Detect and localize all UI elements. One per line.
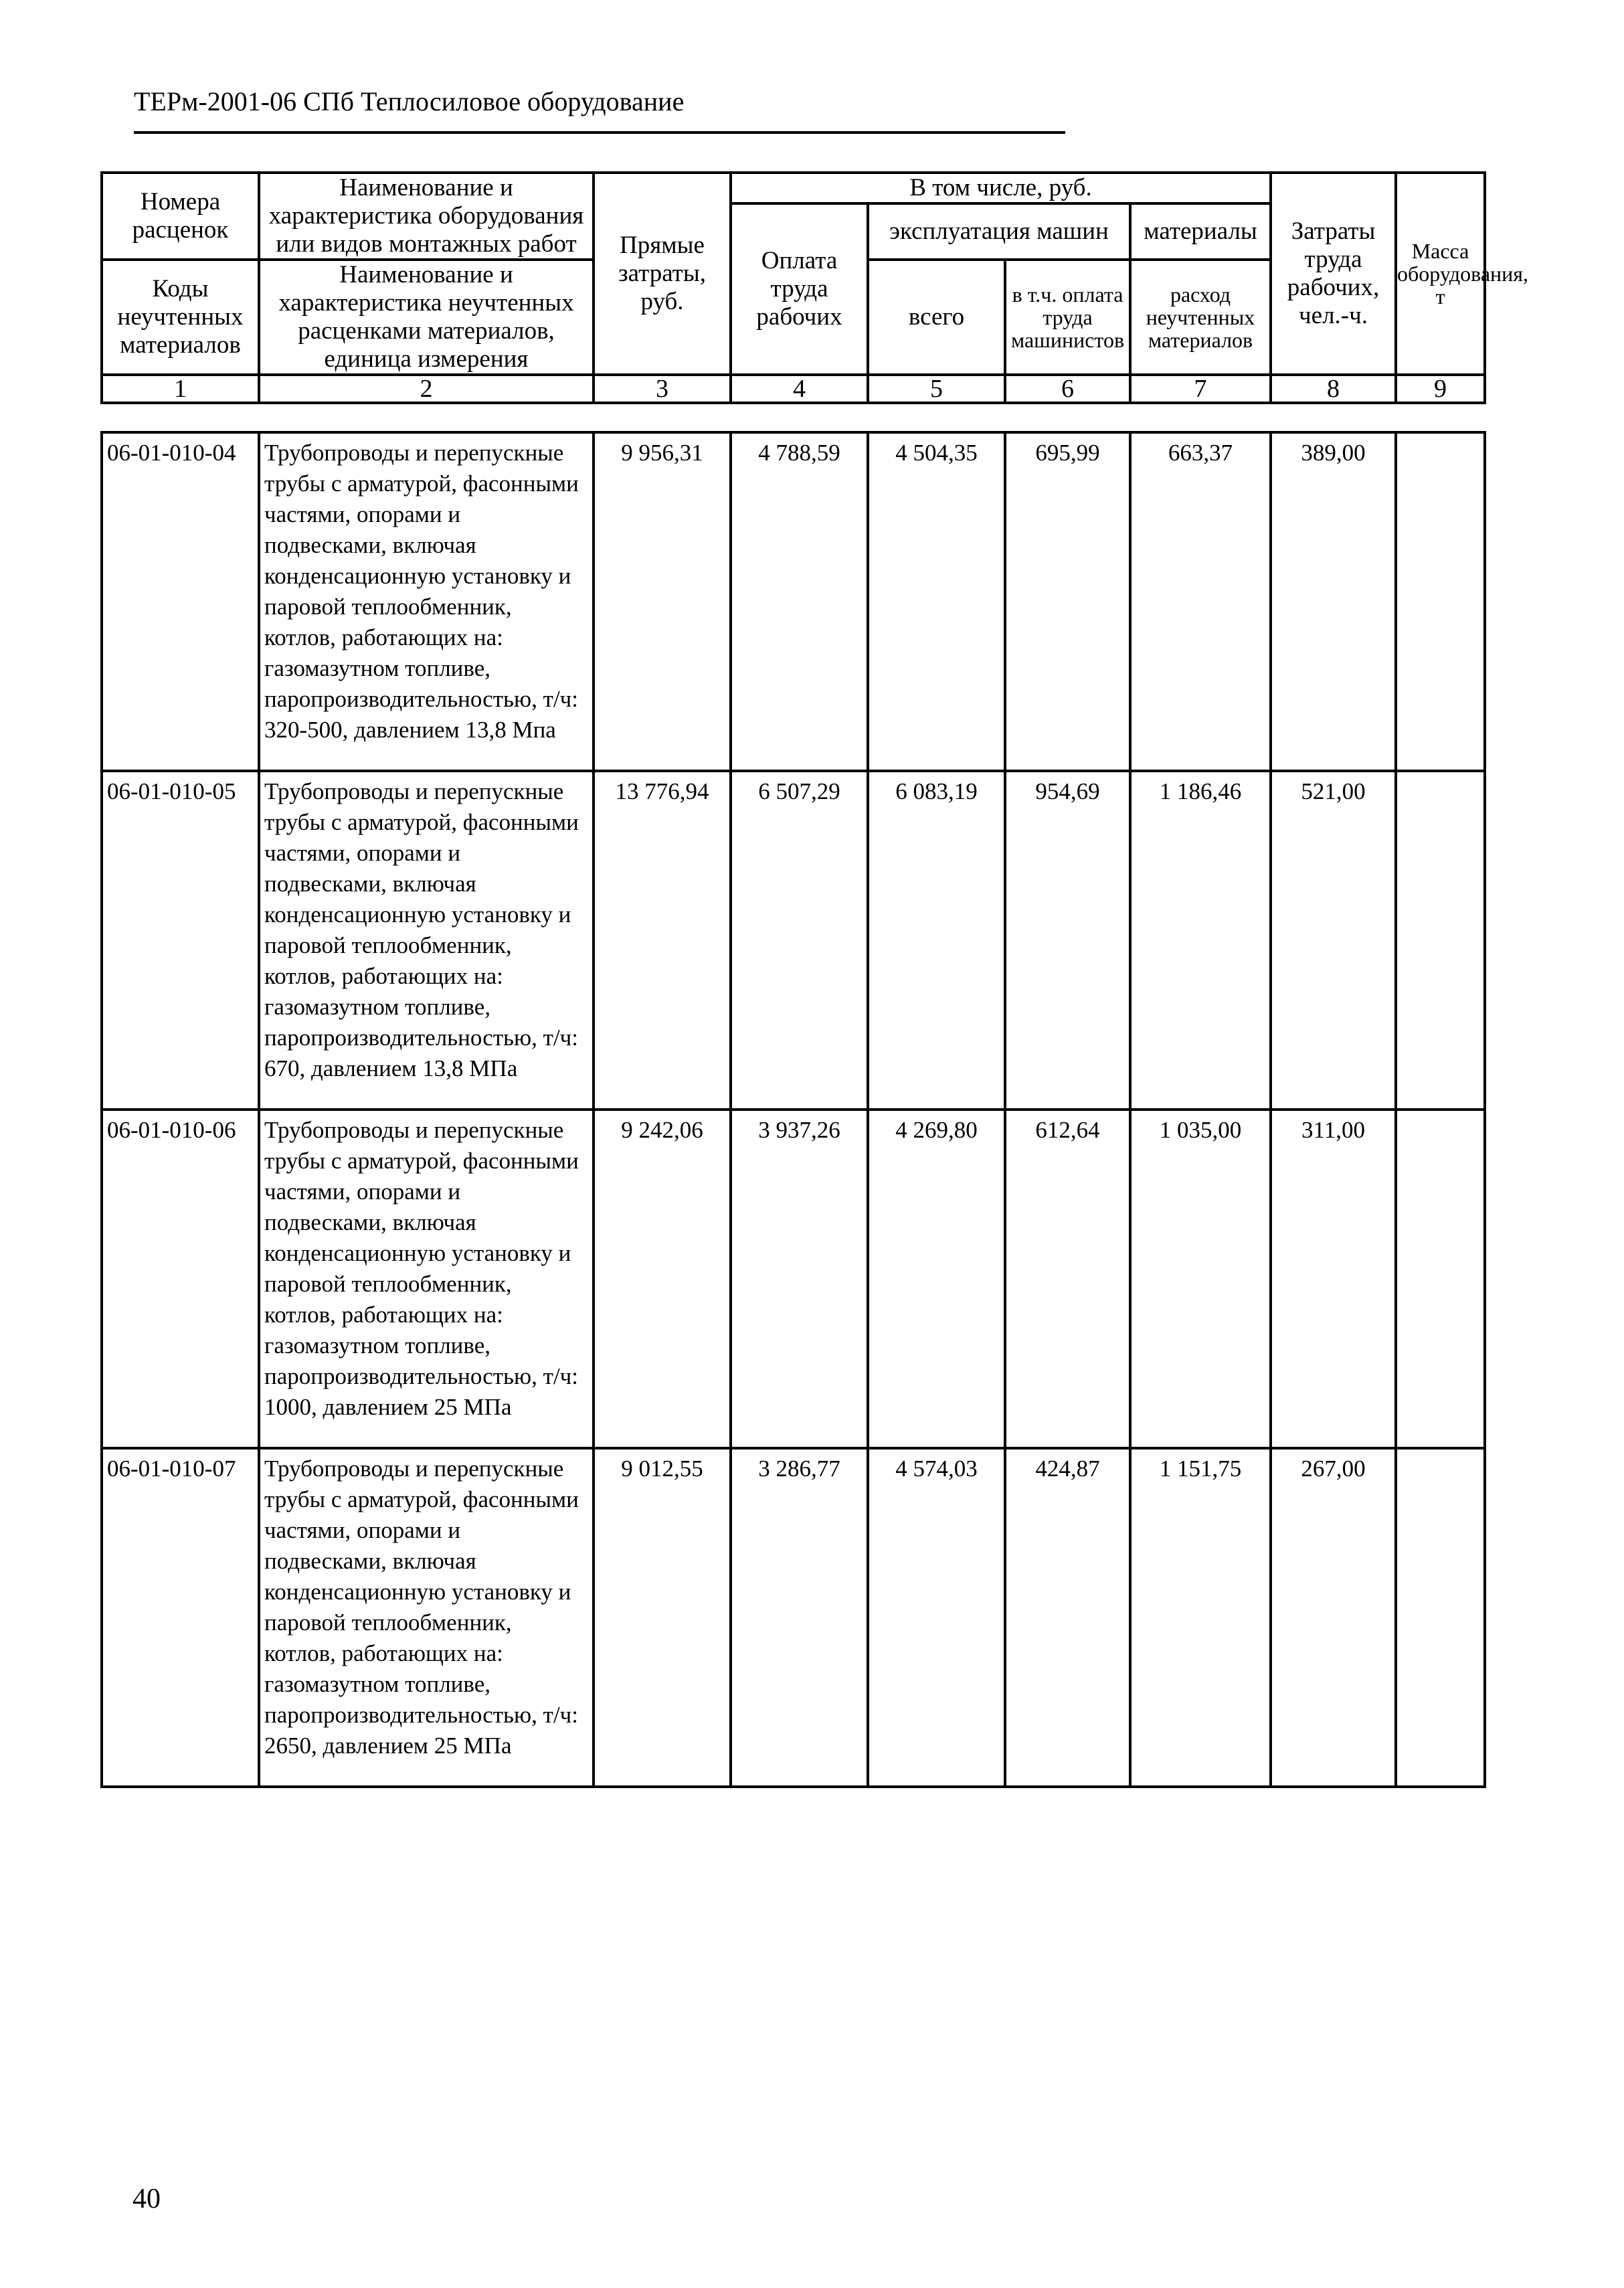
machine-operators-pay-cell: 424,87: [1005, 1448, 1130, 1787]
description-line: котлов, работающих на:: [264, 963, 503, 989]
description-line: Трубопроводы и перепускные: [264, 778, 564, 804]
table-row: [102, 771, 1485, 1110]
description-line: паровой теплообменник,: [264, 932, 512, 958]
machine-operators-pay-cell: 954,69: [1005, 771, 1130, 1110]
description-line: котлов, работающих на:: [264, 1640, 503, 1666]
page-number: 40: [132, 2184, 161, 2214]
header-labor-pay: Оплата труда рабочих: [731, 203, 868, 375]
header-materials: материалы: [1130, 203, 1271, 260]
description-line: частями, опорами и: [264, 1178, 461, 1205]
direct-costs-cell: 9 012,55: [594, 1448, 731, 1787]
materials-cell: 1 151,75: [1130, 1448, 1271, 1787]
description-cell: [259, 1110, 594, 1448]
description-line: частями, опорами и: [264, 501, 461, 527]
description-line: паровой теплообменник,: [264, 1609, 512, 1636]
description-cell: [259, 771, 594, 1110]
description-line: частями, опорами и: [264, 840, 461, 866]
header-machine-total: всего: [868, 260, 1005, 375]
direct-costs-cell: 9 242,06: [594, 1110, 731, 1448]
header-rate-numbers: Номера расценок: [102, 173, 259, 260]
direct-costs-cell: 13 776,94: [594, 771, 731, 1110]
labor-pay-cell: 6 507,29: [731, 771, 868, 1110]
header-unaccounted-codes: Коды неучтенных материалов: [102, 260, 259, 375]
rate-code-cell: 06-01-010-06: [102, 1110, 259, 1448]
description-line: частями, опорами и: [264, 1517, 461, 1543]
labor-pay-cell: 4 788,59: [731, 432, 868, 771]
table-header: [100, 171, 1528, 404]
header-unaccounted-materials-name: Наименование и характеристика неучтенных расценками материалов, единица измерения: [259, 260, 594, 375]
description-line: Трубопроводы и перепускные: [264, 1117, 564, 1143]
description-line: трубы с арматурой, фасонными: [264, 470, 579, 497]
rate-code-cell: 06-01-010-05: [102, 771, 259, 1110]
labor-costs-cell: 521,00: [1271, 771, 1396, 1110]
machine-total-cell: 6 083,19: [868, 771, 1005, 1110]
materials-cell: 1 186,46: [1130, 771, 1271, 1110]
table-row: [102, 432, 1485, 771]
document-title: ТЕРм-2001-06 СПб Теплосиловое оборудование: [134, 86, 685, 116]
description-line: котлов, работающих на:: [264, 624, 503, 650]
description-line: паропроизводительностью, т/ч:: [264, 1363, 579, 1389]
header-direct-costs: Прямые затраты, руб.: [594, 173, 731, 375]
materials-cell: 663,37: [1130, 432, 1271, 771]
description-line: подвесками, включая: [264, 1209, 476, 1235]
table-row: [102, 1448, 1485, 1787]
description-line: газомазутном топливе,: [264, 1671, 491, 1697]
table-row: [102, 1110, 1485, 1448]
header-machine-operation: эксплуатация машин: [868, 203, 1130, 260]
description-line: 320-500, давлением 13,8 Мпа: [264, 717, 556, 743]
machine-total-cell: 4 504,35: [868, 432, 1005, 771]
description-line: 2650, давлением 25 МПа: [264, 1733, 512, 1759]
machine-operators-pay-cell: 612,64: [1005, 1110, 1130, 1448]
header-unaccounted-materials-consumption: расход неучтенных материалов: [1130, 260, 1271, 375]
description-line: котлов, работающих на:: [264, 1302, 503, 1328]
description-line: подвесками, включая: [264, 871, 476, 897]
machine-total-cell: 4 269,80: [868, 1110, 1005, 1448]
column-number: 4: [731, 375, 868, 403]
labor-costs-cell: 311,00: [1271, 1110, 1396, 1448]
description-line: паропроизводительностью, т/ч:: [264, 686, 579, 712]
description-cell: [259, 1448, 594, 1787]
labor-costs-cell: 389,00: [1271, 432, 1396, 771]
description-line: паровой теплообменник,: [264, 594, 512, 620]
description-line: 670, давлением 13,8 МПа: [264, 1055, 518, 1081]
column-number: 6: [1005, 375, 1130, 403]
equipment-mass-cell: [1396, 1448, 1485, 1787]
description-line: Трубопроводы и перепускные: [264, 440, 564, 466]
description-line: паропроизводительностью, т/ч:: [264, 1025, 579, 1051]
equipment-mass-cell: [1396, 771, 1485, 1110]
column-number: 9: [1396, 375, 1485, 403]
rate-code-cell: 06-01-010-07: [102, 1448, 259, 1787]
column-number: 3: [594, 375, 731, 403]
column-number: 2: [259, 375, 594, 403]
equipment-mass-cell: [1396, 432, 1485, 771]
header-machine-operators-pay: в т.ч. оплата труда машинистов: [1005, 260, 1130, 375]
description-line: трубы с арматурой, фасонными: [264, 809, 579, 835]
header-equipment-mass: Масса оборудования, т: [1396, 173, 1485, 375]
rates-table: [100, 431, 1486, 1788]
column-number: 5: [868, 375, 1005, 403]
description-line: конденсационную установку и: [264, 1240, 571, 1266]
description-line: 1000, давлением 25 МПа: [264, 1394, 512, 1420]
header-work-name: Наименование и характеристика оборудования или видов монтажных работ: [259, 173, 594, 260]
direct-costs-cell: 9 956,31: [594, 432, 731, 771]
column-number: 7: [1130, 375, 1271, 403]
description-cell: [259, 432, 594, 771]
labor-pay-cell: 3 286,77: [731, 1448, 868, 1787]
machine-total-cell: 4 574,03: [868, 1448, 1005, 1787]
materials-cell: 1 035,00: [1130, 1110, 1271, 1448]
description-line: конденсационную установку и: [264, 563, 571, 589]
description-line: газомазутном топливе,: [264, 1332, 491, 1358]
description-line: газомазутном топливе,: [264, 994, 491, 1020]
description-line: газомазутном топливе,: [264, 655, 491, 681]
machine-operators-pay-cell: 695,99: [1005, 432, 1130, 771]
description-line: трубы с арматурой, фасонными: [264, 1486, 579, 1512]
description-line: трубы с арматурой, фасонными: [264, 1148, 579, 1174]
description-line: конденсационную установку и: [264, 901, 571, 928]
description-line: подвесками, включая: [264, 532, 476, 558]
rate-code-cell: 06-01-010-04: [102, 432, 259, 771]
labor-costs-cell: 267,00: [1271, 1448, 1396, 1787]
description-line: подвесками, включая: [264, 1548, 476, 1574]
description-line: Трубопроводы и перепускные: [264, 1456, 564, 1482]
description-line: паровой теплообменник,: [264, 1271, 512, 1297]
header-including: В том числе, руб.: [731, 173, 1271, 203]
description-line: паропроизводительностью, т/ч:: [264, 1702, 579, 1728]
title-underline: [134, 131, 1065, 134]
header-labor-costs: Затраты труда рабочих, чел.-ч.: [1271, 173, 1396, 375]
column-number: 1: [102, 375, 259, 403]
labor-pay-cell: 3 937,26: [731, 1110, 868, 1448]
column-number: 8: [1271, 375, 1396, 403]
equipment-mass-cell: [1396, 1110, 1485, 1448]
description-line: конденсационную установку и: [264, 1579, 571, 1605]
